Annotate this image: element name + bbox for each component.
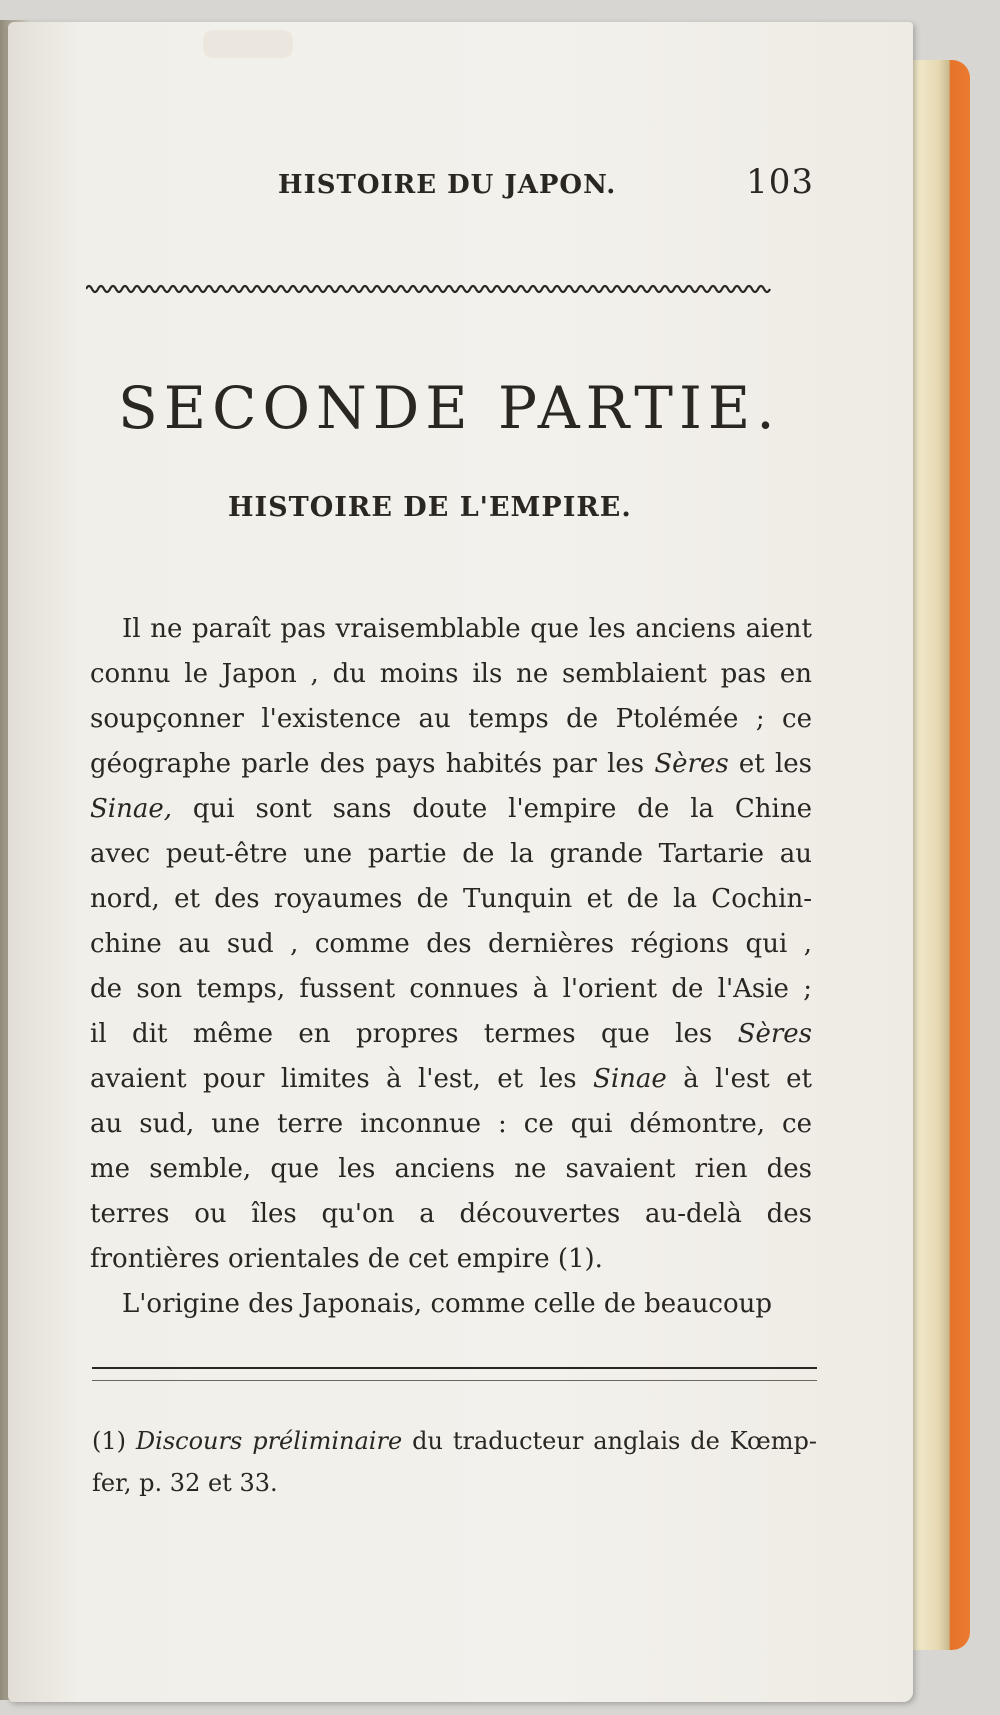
text-run: avaient pour limites à l'est, et les bbox=[90, 1064, 594, 1094]
body-line bbox=[90, 922, 812, 967]
text-run: il dit même en propres termes que les bbox=[90, 1019, 738, 1049]
body-line bbox=[90, 742, 812, 787]
paragraph-2-first-line: L'origine des Japonais, comme celle de beaucoup bbox=[122, 1289, 773, 1319]
running-head-title: HISTOIRE DU JAPON. bbox=[278, 170, 617, 200]
footnote-line-2: fer, p. 32 et 33. bbox=[92, 1469, 278, 1497]
page-number: 103 bbox=[746, 162, 814, 202]
text-run: chine au sud , comme des dernières régions qui , bbox=[90, 929, 812, 959]
book-page bbox=[8, 22, 913, 1702]
paragraph-1 bbox=[90, 607, 812, 1282]
body-line bbox=[90, 697, 812, 742]
italic-term: Sinae bbox=[593, 1064, 667, 1094]
text-run: au sud, une terre inconnue : ce qui démontre, ce bbox=[90, 1109, 812, 1139]
body-line bbox=[90, 967, 812, 1012]
body-line bbox=[90, 1102, 812, 1147]
body-line bbox=[90, 1192, 812, 1237]
italic-term: Sinae, bbox=[90, 794, 173, 824]
footnote-rule-thin bbox=[92, 1380, 817, 1381]
text-run: soupçonner l'existence au temps de Ptolémée ; ce bbox=[90, 704, 812, 734]
section-title: SECONDE PARTIE. bbox=[118, 374, 781, 442]
text-run: géographe parle des pays habités par les bbox=[90, 749, 655, 779]
text-run: frontières orientales de cet empire (1). bbox=[90, 1244, 603, 1274]
ornamental-rule bbox=[86, 282, 816, 296]
body-text bbox=[90, 607, 812, 1327]
footnote-line-1 bbox=[92, 1420, 817, 1462]
body-line bbox=[90, 1057, 812, 1102]
body-line bbox=[90, 1147, 812, 1192]
text-run: nord, et des royaumes de Tunquin et de la Cochin- bbox=[90, 884, 812, 914]
footnote-rest: du traducteur anglais de Kœmp- bbox=[402, 1427, 817, 1455]
paper-stain bbox=[203, 30, 293, 58]
footnote-rule bbox=[92, 1367, 817, 1369]
text-run: connu le Japon , du moins ils ne semblaient pas en bbox=[90, 659, 812, 689]
body-line bbox=[90, 1012, 812, 1057]
body-line bbox=[90, 607, 812, 652]
text-run: et les bbox=[728, 749, 812, 779]
running-head bbox=[268, 162, 828, 202]
footnote bbox=[92, 1420, 817, 1504]
text-run: Il ne paraît pas vraisemblable que les anciens aient bbox=[122, 614, 812, 644]
footnote-marker: (1) bbox=[92, 1427, 136, 1455]
body-line bbox=[90, 877, 812, 922]
text-run: à l'est et bbox=[666, 1064, 812, 1094]
text-run: qui sont sans doute l'empire de la Chine bbox=[172, 794, 812, 824]
italic-term: Sères bbox=[654, 749, 729, 779]
text-run: avec peut-être une partie de la grande Tartarie au bbox=[90, 839, 812, 869]
italic-term: Sères bbox=[737, 1019, 812, 1049]
chapter-subtitle: HISTOIRE DE L'EMPIRE. bbox=[228, 492, 632, 523]
body-line bbox=[90, 832, 812, 877]
text-run: terres ou îles qu'on a découvertes au-delà des bbox=[90, 1199, 812, 1229]
text-run: me semble, que les anciens ne savaient rien des bbox=[90, 1154, 812, 1184]
body-line bbox=[90, 1237, 812, 1282]
footnote-italic: Discours préliminaire bbox=[135, 1427, 403, 1455]
body-line bbox=[90, 787, 812, 832]
text-run: de son temps, fussent connues à l'orient de l'Asie ; bbox=[90, 974, 812, 1004]
body-line bbox=[90, 652, 812, 697]
